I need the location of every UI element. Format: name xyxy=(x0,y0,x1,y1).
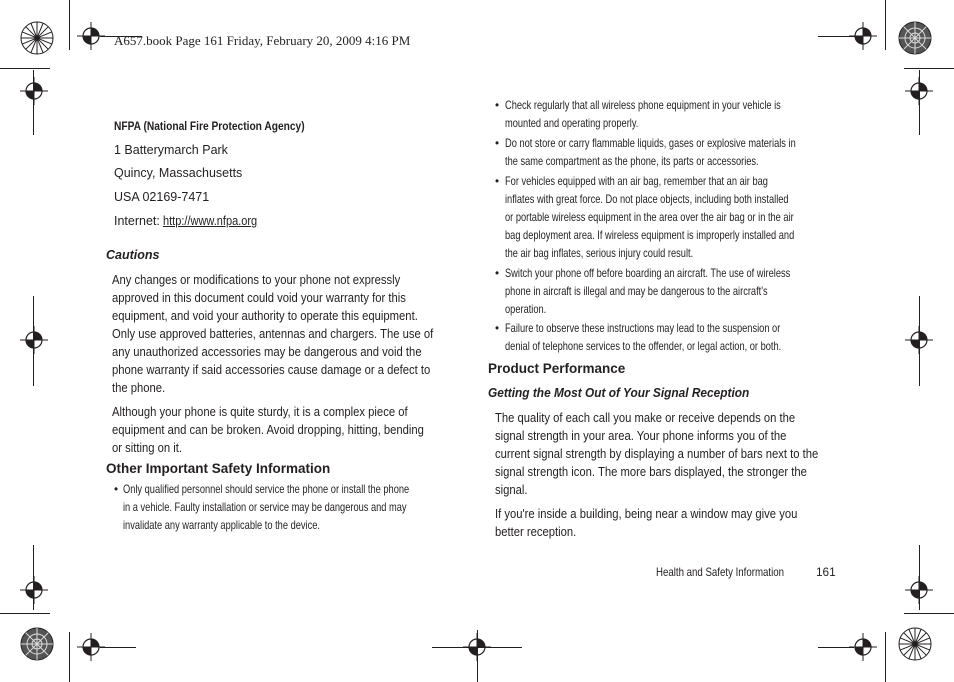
cautions-heading: Cautions xyxy=(106,248,160,262)
signal-paragraph: If you're inside a building, being near a window may give you better reception. xyxy=(495,507,798,539)
registration-target-icon xyxy=(20,576,48,604)
internet-label: Internet: xyxy=(114,214,164,228)
print-slug: A657.book Page 161 Friday, February 20, 2009 4:16 PM xyxy=(114,33,411,48)
registration-target-icon xyxy=(20,77,48,105)
page-number: 161 xyxy=(816,565,836,579)
registration-target-icon xyxy=(20,326,48,354)
registration-target-icon xyxy=(905,326,933,354)
bullet-icon: • xyxy=(114,483,119,496)
nfpa-heading: NFPA (National Fire Protection Agency) xyxy=(114,119,305,133)
registration-target-icon xyxy=(77,22,105,50)
section-heading: Other Important Safety Information xyxy=(106,461,331,476)
color-rosette-icon xyxy=(898,21,932,55)
section-heading: Product Performance xyxy=(488,361,626,376)
cautions-paragraph: Any changes or modifications to your phone not expressly approved in this document could void your warranty for this equipment, and void your authority to operate this equipment. Only use approved batteries, antennas and chargers. The use of any unauthorized accessories may be dangerous and void the phone warranty if said accessories cause damage or a defect to the phone. xyxy=(112,273,434,395)
color-rosette-icon xyxy=(898,627,932,661)
bullet-icon: • xyxy=(495,175,500,188)
nfpa-address-line: USA 02169-7471 xyxy=(114,190,210,204)
bullet-icon: • xyxy=(495,267,500,280)
bullet-icon: • xyxy=(495,137,500,150)
nfpa-address-line: Quincy, Massachusetts xyxy=(114,166,243,180)
registration-target-icon xyxy=(463,633,491,661)
color-rosette-icon xyxy=(20,627,54,661)
nfpa-internet-line xyxy=(114,212,270,230)
signal-paragraph: The quality of each call you make or receive depends on the signal strength in your area. Your phone informs you of the current signal strength by displaying a number of bars next to the signal strength icon. The more bars displayed, the stronger the signal. xyxy=(495,411,819,497)
bullet-icon: • xyxy=(495,99,500,112)
footer-section-title: Health and Safety Information xyxy=(656,565,784,579)
registration-target-icon xyxy=(77,633,105,661)
nfpa-website-link[interactable]: http://www.nfpa.org xyxy=(163,214,258,228)
registration-target-icon xyxy=(905,576,933,604)
nfpa-address-line: 1 Batterymarch Park xyxy=(114,143,228,157)
registration-target-icon xyxy=(849,633,877,661)
cautions-paragraph: Although your phone is quite sturdy, it is a complex piece of equipment and can be broken. Avoid dropping, hitting, bending or sitting on it. xyxy=(112,405,424,455)
subsection-heading: Getting the Most Out of Your Signal Reception xyxy=(488,386,750,400)
registration-target-icon xyxy=(849,22,877,50)
registration-target-icon xyxy=(905,77,933,105)
color-rosette-icon xyxy=(20,21,54,55)
bullet-icon: • xyxy=(495,322,500,335)
